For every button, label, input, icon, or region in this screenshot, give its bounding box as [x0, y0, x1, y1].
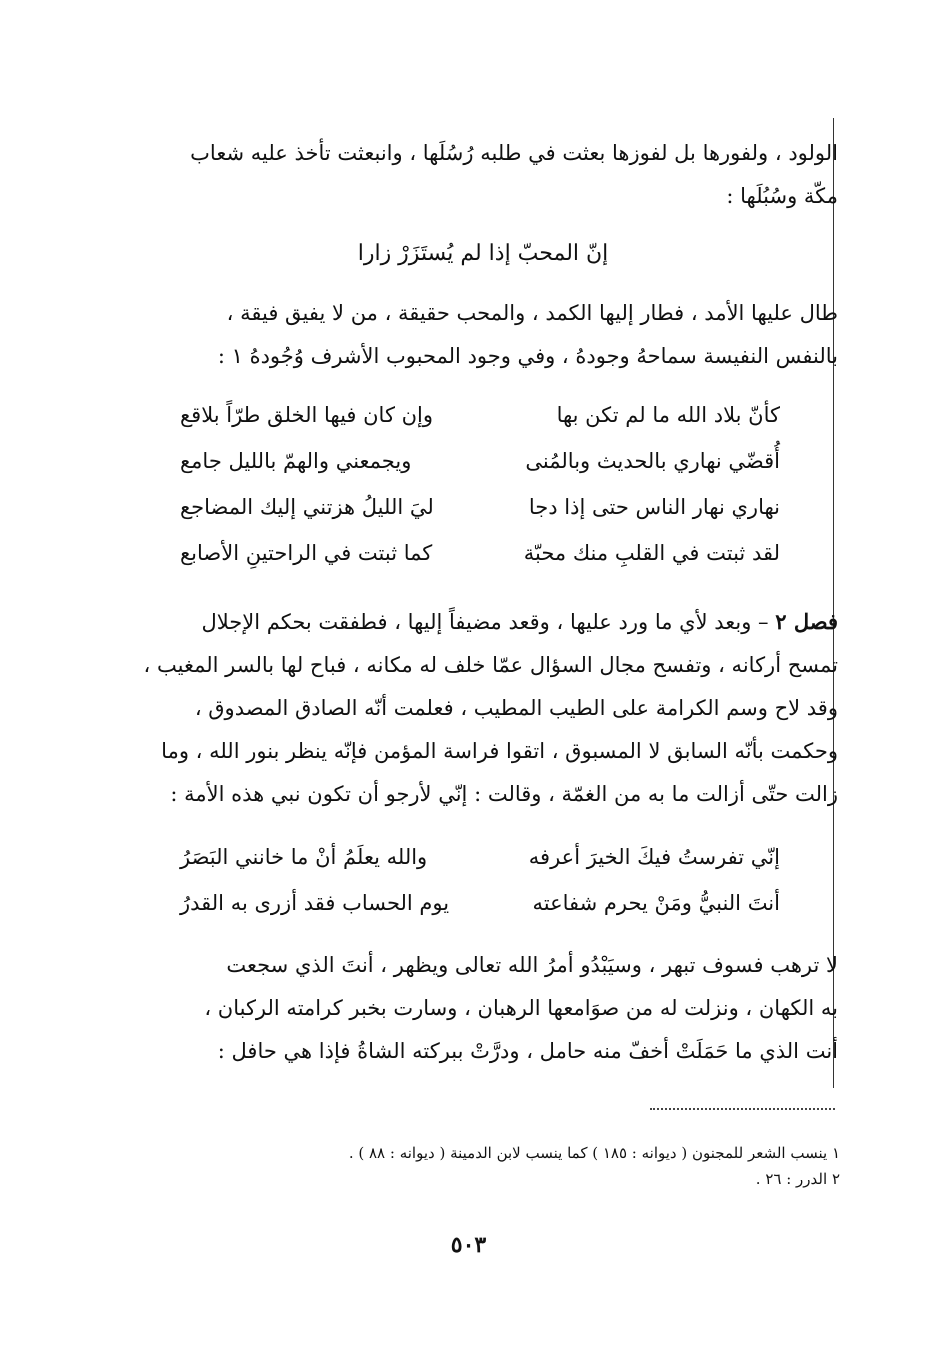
verse-first-hemistich: لقد ثبتت في القلبِ منك محبّة: [523, 541, 780, 565]
poem-verse: [180, 880, 780, 926]
verse-second-hemistich: والله يعلَمُ أنْ ما خانني البَصَرُ: [180, 845, 428, 869]
section-heading: فصل ٢: [775, 609, 838, 634]
verse-second-hemistich: ويجمعني والهمّ بالليل جامع: [180, 449, 412, 473]
paragraph-line: مكّة وسُبُلَها :: [726, 184, 838, 208]
paragraph-line: [128, 600, 838, 644]
poem-verse: [180, 438, 780, 484]
paragraph-line: الولود ، ولفورها بل لفوزها بعثت في طلبه رُسُلَها ، وانبعثت تأخذ عليه شعاب: [190, 141, 838, 165]
poem-verse: [180, 484, 780, 530]
footnote: ٢ الدرر : ٢٦ .: [755, 1170, 840, 1188]
verse-second-hemistich: وإن كان فيها الخلق طرّاً بلاقع: [180, 403, 434, 427]
paragraph-2: [128, 292, 838, 378]
poem-1: [180, 392, 780, 576]
poem-verse: [180, 530, 780, 576]
verse-second-hemistich: يوم الحساب فقد أزرى به القدرُ: [180, 891, 450, 915]
page-number: ٥٠٣: [450, 1232, 487, 1258]
verse-first-hemistich: إنّي تفرستُ فيكَ الخيرَ أعرفه: [528, 845, 780, 869]
paragraph-line: زالت حتّى أزالت ما به من الغمّة ، وقالت : إنّي لأرجو أن تكون نبي هذه الأمة :: [170, 782, 838, 806]
poem-verse: [180, 392, 780, 438]
verse-second-hemistich: كما ثبتت في الراحتينِ الأصابع: [180, 541, 433, 565]
footnote-separator: [650, 1108, 835, 1110]
paragraph-4: [128, 944, 838, 1073]
verse-second-hemistich: ليَ الليلُ هزتني إليك المضاجع: [180, 495, 434, 519]
paragraph-line: تمسح أركانه ، وتفسح مجال السؤال عمّا خلف له مكانه ، فباح لها بالسر المغيب ،: [143, 653, 838, 677]
paragraph-3: [128, 600, 838, 816]
verse-first-hemistich: أُقضّي نهاري بالحديث وبالمُنى: [525, 449, 780, 473]
paragraph-text: – وبعد لأي ما ورد عليها ، وقعد مضيفاً إليها ، فطفقت بحكم الإجلال: [201, 610, 769, 634]
footnote: ١ ينسب الشعر للمجنون ( ديوانه : ١٨٥ ) كما ينسب لابن الدمينة ( ديوانه : ٨٨ ) .: [348, 1144, 840, 1162]
paragraph-line: وحكمت بأنّه السابق لا المسبوق ، اتقوا فراسة المؤمن فإنّه ينظر بنور الله ، وما: [161, 739, 838, 763]
poem-verse: [180, 834, 780, 880]
verse-first-hemistich: كأنّ بلاد الله ما لم تكن بها: [556, 403, 780, 427]
paragraph-line: به الكهان ، ونزلت له من صوَامعها الرهبان ، وسارت بخبر كرامته الركبان ،: [204, 996, 838, 1020]
paragraph-line: بالنفس النفيسة سماحهُ وجودهُ ، وفي وجود المحبوب الأشرف وُجُودهُ ١ :: [217, 344, 838, 368]
verse-first-hemistich: نهاري نهار الناس حتى إذا دجا: [528, 495, 780, 519]
paragraph-line: أنت الذي ما حَمَلَتْ أخفّ منه حامل ، ودرَّتْ ببركته الشاةُ فإذا هي حافل :: [217, 1039, 838, 1063]
paragraph-line: وقد لاح وسم الكرامة على الطيب المطيب ، فعلمت أنّه الصادق المصدوق ،: [194, 696, 838, 720]
paragraph-line: لا ترهب فسوف تبهر ، وسيَبْدُو أمرُ الله تعالى ويظهر ، أنتَ الذي سجعت: [226, 953, 838, 977]
verse-first-hemistich: أنتَ النبيُّ ومَنْ يحرم شفاعته: [532, 891, 780, 915]
center-verse: إنّ المحبّ إذا لم يُستَزَرْ زارا: [357, 241, 609, 266]
paragraph-line: طال عليها الأمد ، فطار إليها الكمد ، والمحب حقيقة ، من لا يفيق فيقة ،: [226, 301, 838, 325]
poem-2: [180, 834, 780, 926]
paragraph-1: [128, 132, 838, 218]
footnotes: [240, 1140, 840, 1192]
